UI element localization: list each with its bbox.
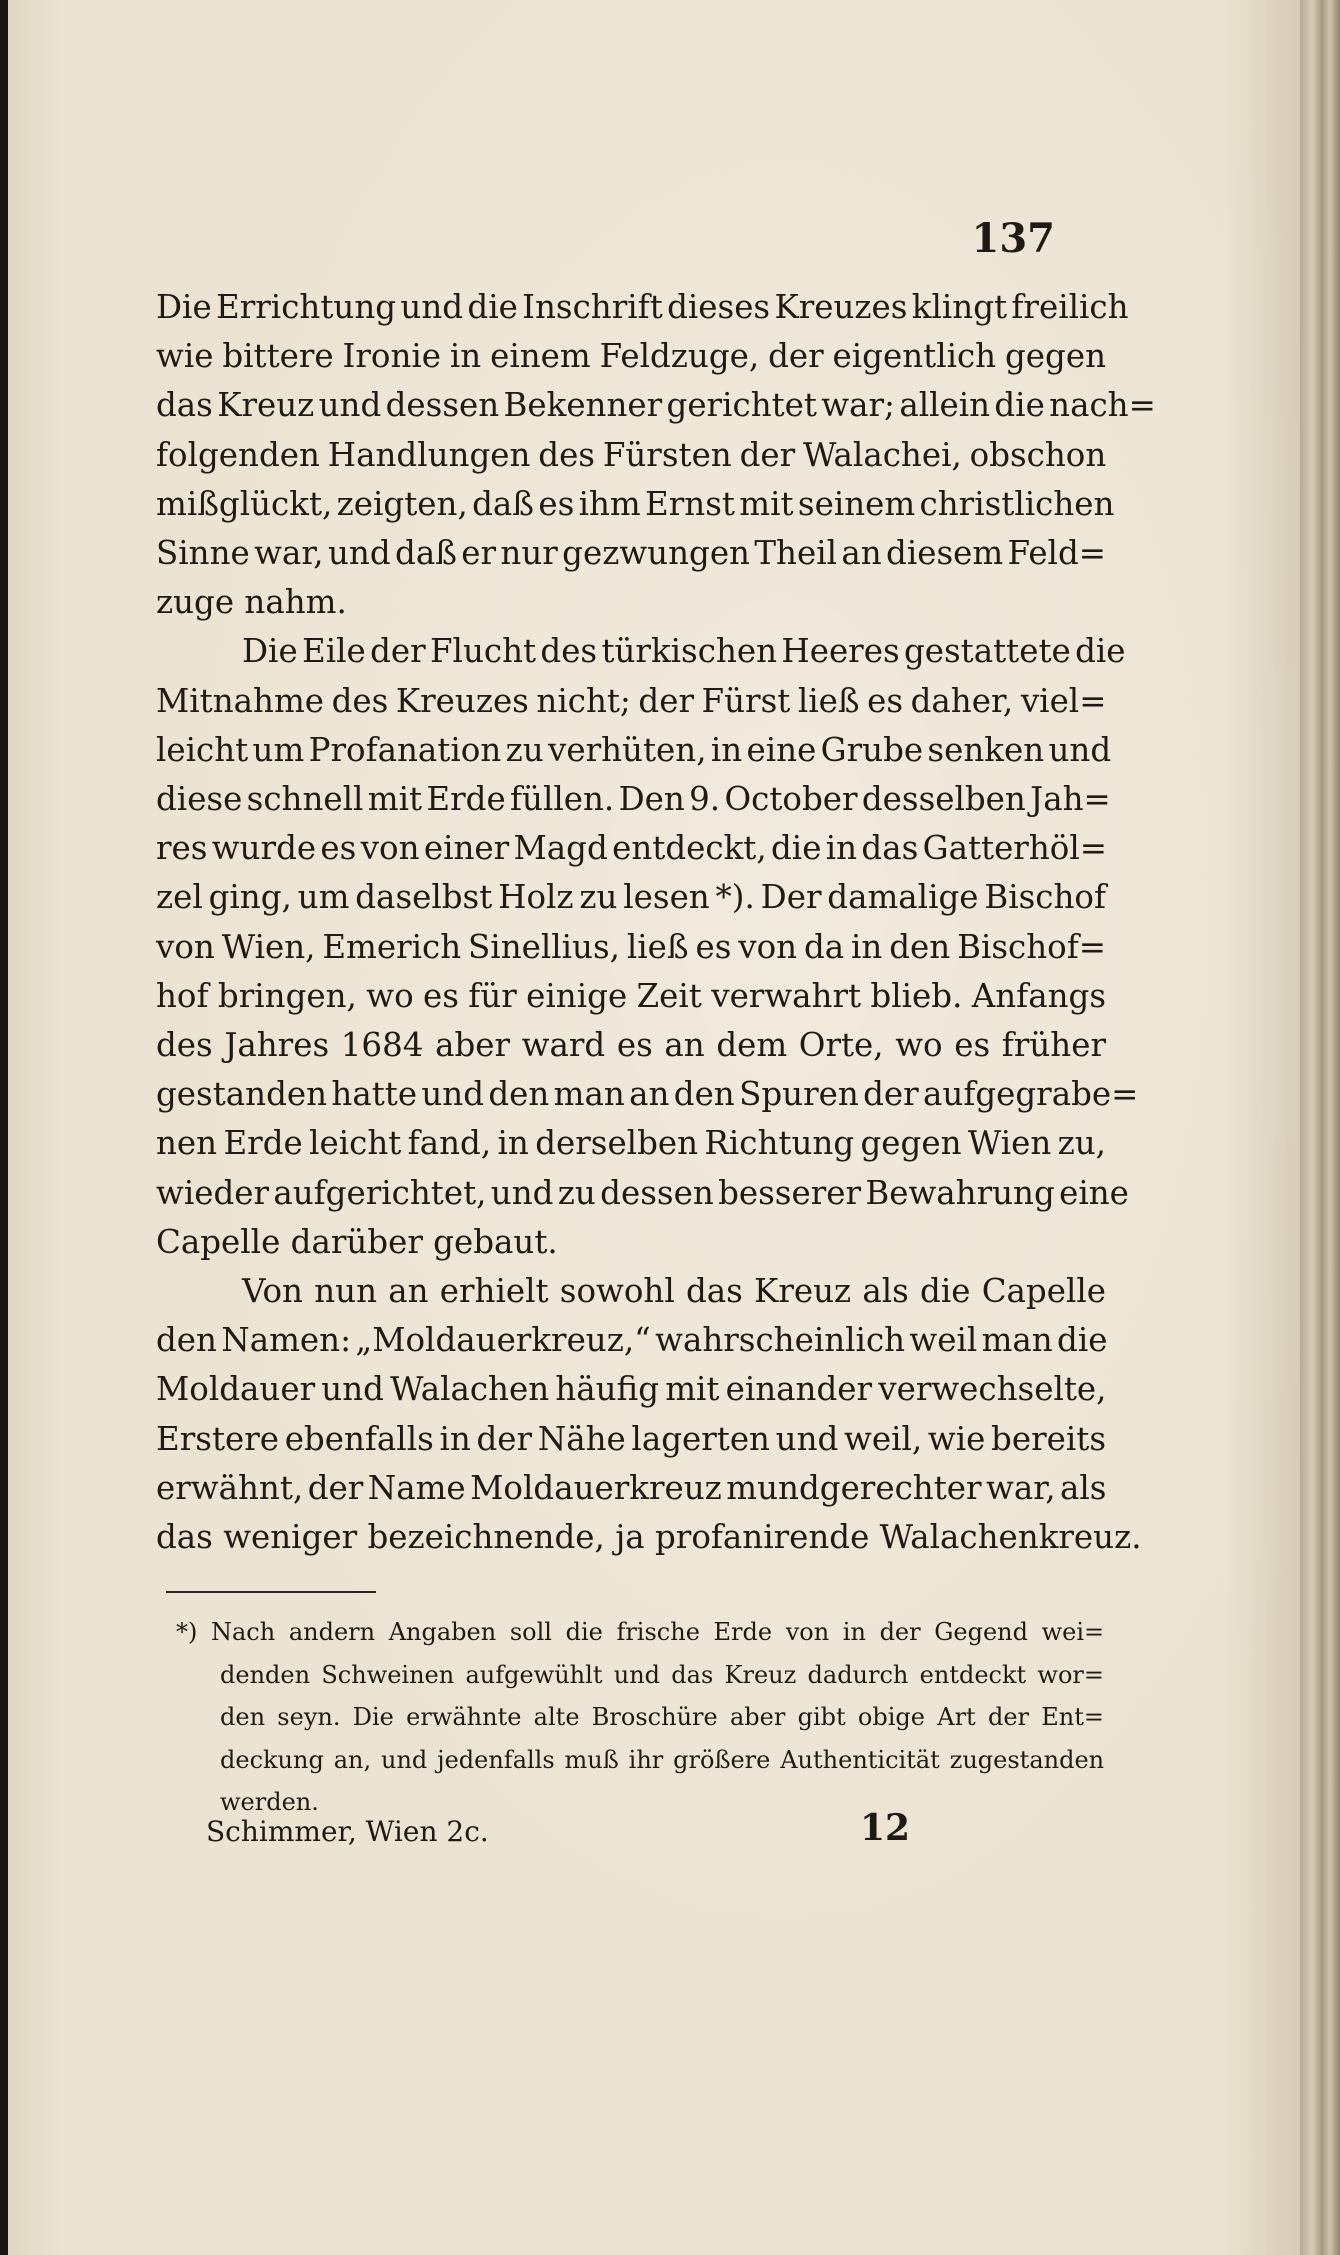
text-line: folgenden Handlungen des Fürsten der Walachei, obschon (156, 435, 1107, 474)
text-line: Moldauer und Walachen häufig mit einander verwechselte, (156, 1370, 1107, 1409)
footnote-line: werden. (220, 1788, 319, 1816)
text-line: den Namen: „Moldauerkreuz,“ wahrscheinlich weil man die (156, 1321, 1108, 1360)
page-number: 137 (971, 215, 1055, 262)
text-line: hof bringen, wo es für einige Zeit verwahrt blieb. Anfangs (156, 976, 1106, 1015)
printer-signature: Schimmer, Wien 2c. (206, 1815, 489, 1848)
text-line: res wurde es von einer Magd entdeckt, die in das Gatterhöl= (156, 829, 1107, 868)
text-line: Von nun an erhielt sowohl das Kreuz als die Capelle (242, 1272, 1106, 1311)
paragraph-3 (156, 1267, 1142, 1562)
text-line: wieder aufgerichtet, und zu dessen besserer Bewahrung eine (156, 1173, 1129, 1212)
text-line: diese schnell mit Erde füllen. Den 9. October desselben Jah= (156, 780, 1111, 819)
text-line: des Jahres 1684 aber ward es an dem Orte, wo es früher (156, 1026, 1106, 1065)
text-line: mißglückt, zeigten, daß es ihm Ernst mit seinem christlichen (156, 484, 1115, 523)
footnote-line: deckung an, und jedenfalls muß ihr größere Authenticität zugestanden (220, 1745, 1105, 1774)
footnote-rule (166, 1591, 376, 1593)
text-line: Capelle darüber gebaut. (156, 1222, 558, 1261)
text-line: leicht um Profanation zu verhüten, in eine Grube senken und (156, 730, 1112, 769)
text-line: von Wien, Emerich Sinellius, ließ es von da in den Bischof= (156, 927, 1106, 966)
page-edge (1300, 0, 1340, 2255)
text-line: Die Errichtung und die Inschrift dieses Kreuzes klingt freilich (156, 288, 1129, 326)
footnote-line: *) Nach andern Angaben soll die frische Erde von in der Gegend wei= (176, 1618, 1105, 1646)
text-line: nen Erde leicht fand, in derselben Richtung gegen Wien zu, (156, 1124, 1106, 1163)
text-line: Sinne war, und daß er nur gezwungen Theil an diesem Feld= (156, 534, 1106, 573)
body-text (156, 283, 1156, 1562)
text-line: Erstere ebenfalls in der Nähe lagerten und weil, wie bereits (156, 1419, 1106, 1458)
text-line: zel ging, um daselbst Holz zu lesen *). Der damalige Bischof (156, 878, 1107, 917)
sheet-number: 12 (860, 1807, 911, 1849)
book-page (8, 0, 1300, 2255)
text-line: erwähnt, der Name Moldauerkreuz mundgerechter war, als (156, 1468, 1107, 1507)
text-line: wie bittere Ironie in einem Feldzuge, der eigentlich gegen (156, 337, 1106, 376)
paragraph-1 (156, 283, 1156, 627)
paragraph-2 (156, 627, 1139, 1267)
footnote-line: denden Schweinen aufgewühlt und das Kreuz dadurch entdeckt wor= (220, 1660, 1104, 1689)
text-line: das Kreuz und dessen Bekenner gerichtet war; allein die nach= (156, 386, 1156, 425)
text-line: Mitnahme des Kreuzes nicht; der Fürst ließ es daher, viel= (156, 681, 1107, 720)
text-line: gestanden hatte und den man an den Spuren der aufgegrabe= (156, 1075, 1139, 1114)
text-line: Die Eile der Flucht des türkischen Heeres gestattete die (242, 632, 1126, 671)
footnote (176, 1611, 1104, 1824)
text-line: zuge nahm. (156, 583, 347, 622)
text-line: das weniger bezeichnende, ja profanirende Walachenkreuz. (156, 1518, 1142, 1557)
footnote-line: den seyn. Die erwähnte alte Broschüre aber gibt obige Art der Ent= (220, 1703, 1104, 1731)
